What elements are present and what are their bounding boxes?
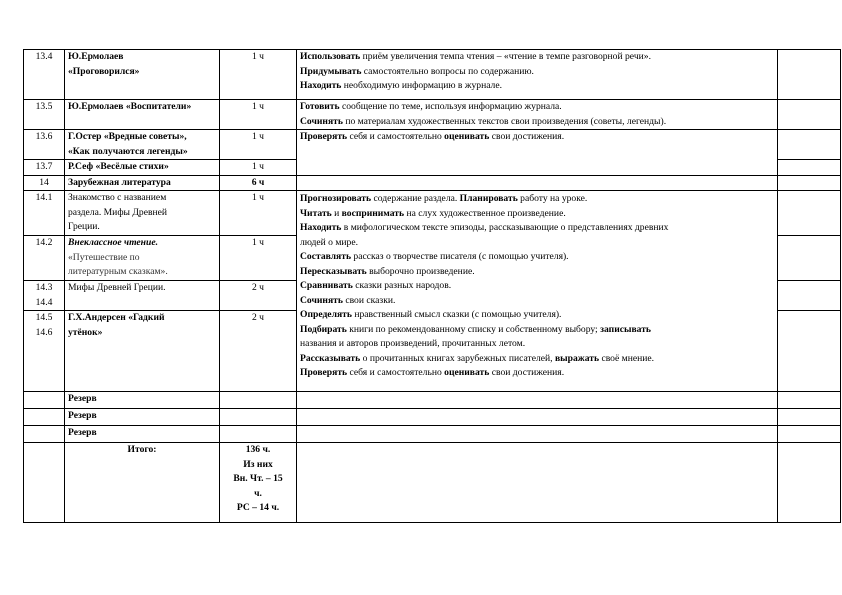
row-number: 14.1 [24,191,65,236]
topic-cell: Г.Х.Андерсен «Гадкий утёнок» [65,311,220,392]
hours-cell: 1 ч [220,50,297,100]
row-number: 14.5 14.6 [24,311,65,392]
table-row [24,100,841,130]
hours-cell: 1 ч [220,236,297,281]
hours-cell: 1 ч [220,160,297,176]
row-number: 13.4 [24,50,65,100]
activities-cell: Проверять себя и самостоятельно оценивать свои достижения. [297,130,778,176]
curriculum-table [23,49,841,523]
reserve-row [24,392,841,409]
row-number: 13.6 [24,130,65,160]
row-number: 14.3 14.4 [24,281,65,311]
activities-cell: Прогнозировать содержание раздела. Планировать работу на уроке. Читать и воспринимать на слух художественное произведение. Находить в мифологическом тексте эпизоды, рассказывающие о представлениях древних людей о мире. Составлять рассказ о творчестве писателя (с помощью учителя). Пересказывать выборочно произведение. Сравнивать сказки разных народов. Сочинять свои сказки. Определять нравственный смысл сказки (с помощью учителя). Подбирать книги по рекомендованному списку и собственному выбору; записывать названия и авторов произведений, прочитанных летом. Рассказывать о прочитанных книгах зарубежных писателей, выражать своё мнение. Проверять себя и самостоятельно оценивать свои достижения. [297,191,778,392]
table-row [24,50,841,100]
topic-cell: Ю.Ермолаев «Проговорился» [65,50,220,100]
hours-cell: 1 ч [220,130,297,160]
notes-cell [778,236,841,281]
notes-cell [778,50,841,100]
notes-cell [778,311,841,392]
hours-cell: 2 ч [220,281,297,311]
total-hours: 136 ч. Из них Вн. Чт. – 15 ч. РС – 14 ч. [220,443,297,523]
notes-cell [778,281,841,311]
topic-cell: Мифы Древней Греции. [65,281,220,311]
activities-cell: Использовать приём увеличения темпа чтения – «чтение в темпе разговорной речи». Придумывать самостоятельно вопросы по содержанию. Находить необходимую информацию в журнале. [297,50,778,100]
section-title: Зарубежная литература [65,175,220,191]
section-row [24,175,841,191]
topic-cell: Внеклассное чтение. «Путешествие по литературным сказкам». [65,236,220,281]
topic-cell: Г.Остер «Вредные советы», «Как получаются легенды» [65,130,220,160]
notes-cell [778,191,841,236]
reserve-row [24,409,841,426]
topic-cell: Знакомство с названием раздела. Мифы Древней Греции. [65,191,220,236]
table-row [24,191,841,236]
activities-cell: Готовить сообщение по теме, используя информацию журнала. Сочинять по материалам художественных текстов свои произведения (советы, легенды). [297,100,778,130]
reserve-label: Резерв [65,409,220,426]
row-number: 14.2 [24,236,65,281]
reserve-row [24,426,841,443]
reserve-label: Резерв [65,392,220,409]
row-number: 13.5 [24,100,65,130]
hours-cell: 2 ч [220,311,297,392]
reserve-label: Резерв [65,426,220,443]
total-label: Итого: [65,443,220,523]
hours-cell: 6 ч [220,175,297,191]
hours-cell: 1 ч [220,191,297,236]
notes-cell [778,160,841,176]
notes-cell [778,100,841,130]
hours-cell: 1 ч [220,100,297,130]
total-row [24,443,841,523]
topic-cell: Ю.Ермолаев «Воспитатели» [65,100,220,130]
notes-cell [778,130,841,160]
topic-cell: Р.Сеф «Весёлые стихи» [65,160,220,176]
notes-cell [778,175,841,191]
row-number: 14 [24,175,65,191]
row-number: 13.7 [24,160,65,176]
table-row [24,130,841,160]
activities-cell [297,175,778,191]
